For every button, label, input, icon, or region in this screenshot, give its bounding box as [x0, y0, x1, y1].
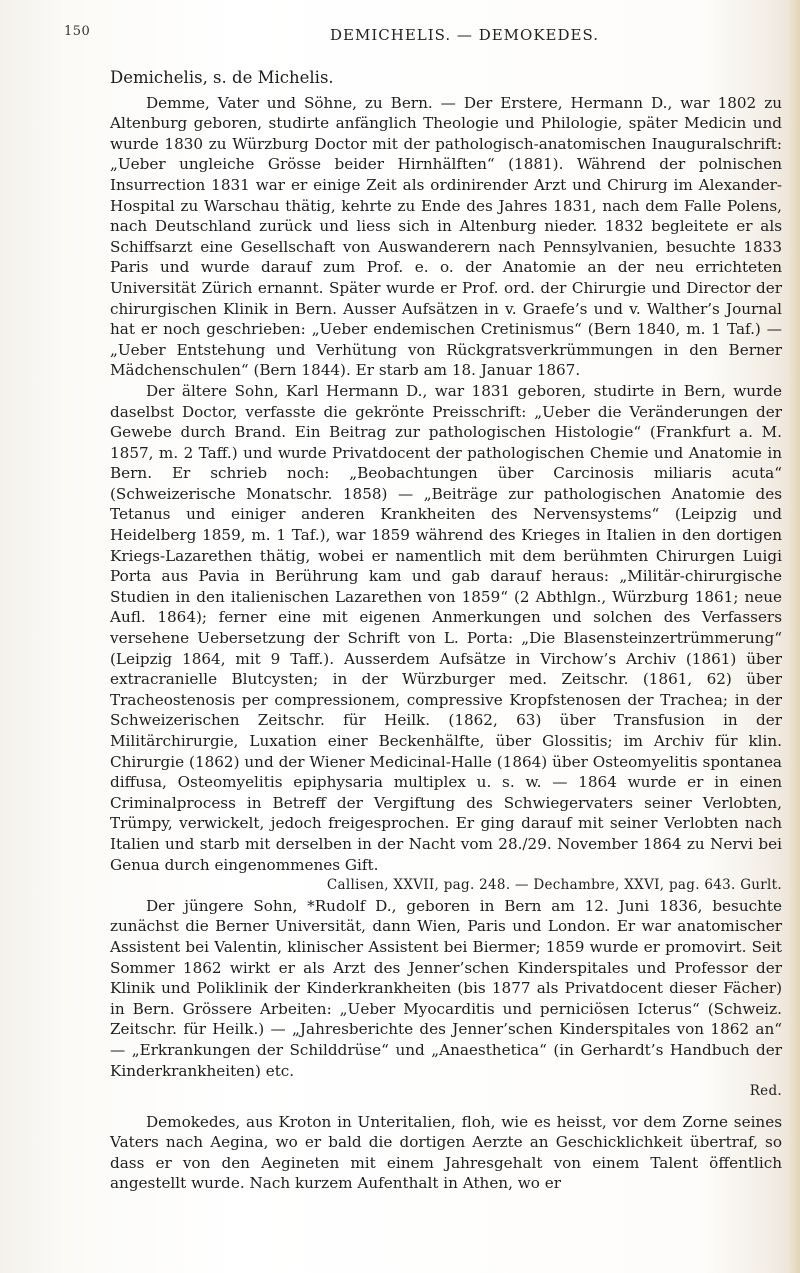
- paragraph-karl-hermann-demme: Der ältere Sohn, Karl Hermann D., war 1831 geboren, studirte in Bern, wurde daselbst Doctor, verfasste die gekrönte Preisschrift: „Ueber die Veränderungen der Gewebe durch Brand. Ein Beitrag zur pathologischen Histologie“ (Frankfurt a. M. 1857, m. 2 Taff.) und wurde Privatdocent der pathologischen Chemie und Anatomie in Bern. Er schrieb noch: „Beobachtungen über Carcinosis miliaris acuta“ (Schweizerische Monatschr. 1858) — „Beiträge zur pathologischen Anatomie des Tetanus und einiger anderen Krankheiten des Nervensystems“ (Leipzig und Heidelberg 1859, m. 1 Taf.), war 1859 während des Krieges in Italien in den dortigen Kriegs-Lazarethen thätig, wobei er namentlich mit dem berühmten Chirurgen Luigi Porta aus Pavia in Berührung kam und gab darauf heraus: „Militär-chirurgische Studien in den italienischen Lazarethen von 1859“ (2 Abthlgn., Würzburg 1861; neue Aufl. 1864); ferner eine mit eigenen Anmerkungen und solchen des Verfassers versehene Uebersetzung der Schrift von L. Porta: „Die Blasensteinzertrümmerung“ (Leipzig 1864, mit 9 Taff.). Ausserdem Aufsätze in Virchow’s Archiv (1861) über extracranielle Blutcysten; in der Würzburger med. Zeitschr. (1861, 62) über Tracheostenosis per compressionem, compressive Kropfstenosen der Trachea; in der Schweizerischen Zeitschr. für Heilk. (1862, 63) über Transfusion in der Militärchirurgie, Luxation einer Beckenhälfte, über Glossitis; im Archiv für klin. Chirurgie (1862) und der Wiener Medicinal-Halle (1864) über Osteomyelitis spontanea diffusa, Osteomyelitis epiphysaria multiplex u. s. w. — 1864 wurde er in einen Criminalprocess in Betreff der Vergiftung des Schwiegervaters seiner Verlobten, Trümpy, verwickelt, jedoch freigesprochen. Er ging darauf mit seiner Verlobten nach Italien und starb mit derselben in der Nacht vom 28./29. November 1864 zu Nervi bei Genua durch eingenommenes Gift.: [110, 381, 782, 874]
- paragraph-hermann-demme: Demme, Vater und Söhne, zu Bern. — Der Erstere, Hermann D., war 1802 zu Altenburg geboren, studirte anfänglich Theologie und Philologie, später Medicin und wurde 1830 zu Würzburg Doctor mit der pathologisch-anatomischen Inauguralschrift: „Ueber ungleiche Grösse beider Hirnhälften“ (1881). Während der polnischen Insurrection 1831 war er einige Zeit als ordinirender Arzt und Chirurg im Alexander-Hospital zu Warschau thätig, kehrte zu Ende des Jahres 1831, nach dem Falle Polens, nach Deutschland zurück und liess sich in Altenburg nieder. 1832 begleitete er als Schiffsarzt eine Gesellschaft von Auswanderern nach Pennsylvanien, besuchte 1833 Paris und wurde darauf zum Prof. e. o. der Anatomie an der neu errichteten Universität Zürich ernannt. Später wurde er Prof. ord. der Chirurgie und Director der chirurgischen Klinik in Bern. Ausser Aufsätzen in v. Graefe’s und v. Walther’s Journal hat er noch geschrieben: „Ueber endemischen Cretinismus“ (Bern 1840, m. 1 Taf.) — „Ueber Entstehung und Verhütung von Rückgratsverkrümmungen in den Berner Mädchenschulen“ (Bern 1844). Er starb am 18. Januar 1867.: [110, 93, 782, 380]
- page-number: 150: [64, 24, 91, 39]
- author-signature: Red.: [749, 1083, 782, 1100]
- page-edge: [786, 0, 800, 1273]
- running-head: DEMICHELIS. — DEMOKEDES.: [330, 26, 599, 44]
- cross-reference-heading: Demichelis, s. de Michelis.: [110, 68, 334, 87]
- paragraph-demokedes: Demokedes, aus Kroton in Unteritalien, floh, wie es heisst, vor dem Zorne seines Vaters nach Aegina, wo er bald die dortigen Aerzte an Geschicklichkeit übertraf, so dass er von den Aegineten mit einem Jahresgehalt von einem Talent öffentlich angestellt wurde. Nach kurzem Aufenthalt in Athen, wo er: [110, 1112, 782, 1193]
- paragraph-rudolf-demme: Der jüngere Sohn, *Rudolf D., geboren in Bern am 12. Juni 1836, besuchte zunächst die Berner Universität, dann Wien, Paris und London. Er war anatomischer Assistent bei Valentin, klinischer Assistent bei Biermer; 1859 wurde er promovirt. Seit Sommer 1862 wirkt er als Arzt des Jenner’schen Kinderspitales und Professor der Klinik und Poliklinik der Kinderkrankheiten (bis 1877 als Privatdocent dieser Fächer) in Bern. Grössere Arbeiten: „Ueber Myocarditis und perniciösen Icterus“ (Schweiz. Zeitschr. für Heilk.) — „Jahresberichte des Jenner’schen Kinderspitales von 1862 an“ — „Erkrankungen der Schilddrüse“ und „Anaesthetica“ (in Gerhardt’s Handbuch der Kinderkrankheiten) etc.: [110, 896, 782, 1080]
- sources-line: Callisen, XXVII, pag. 248. — Dechambre, XXVI, pag. 643. Gurlt.: [326, 877, 782, 894]
- page-body: [110, 68, 782, 1194]
